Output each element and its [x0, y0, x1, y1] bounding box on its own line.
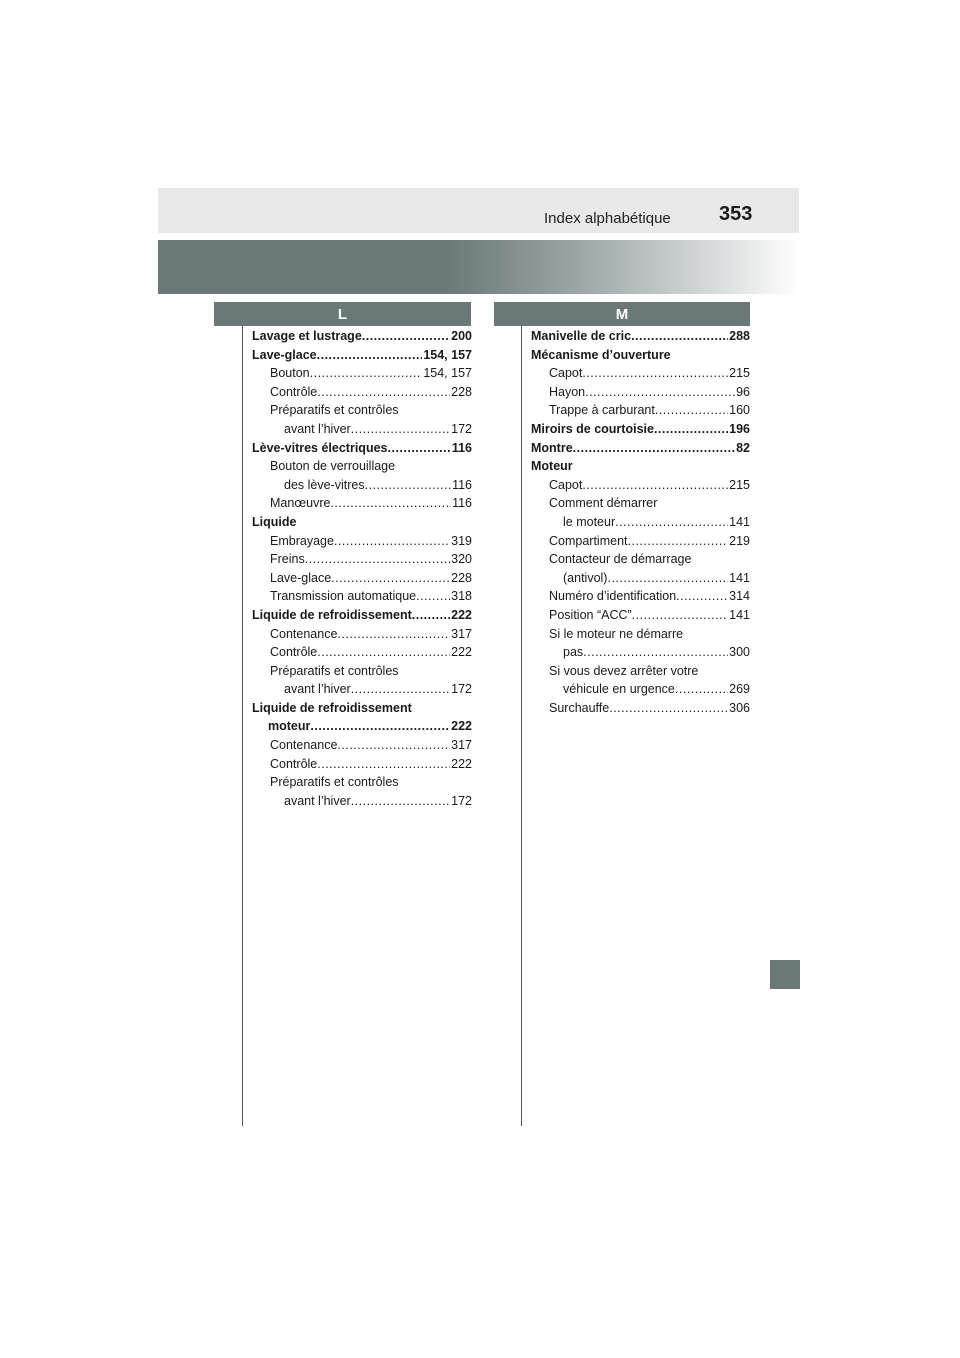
index-entry — [252, 532, 472, 551]
index-entry-text: Contenance — [270, 738, 338, 753]
index-entry-page: 141 — [729, 607, 750, 622]
index-entry — [252, 625, 472, 644]
index-entry — [531, 643, 750, 662]
dot-leader — [351, 792, 450, 811]
index-entry-page: 222 — [451, 645, 472, 660]
section-heading-l: L — [214, 302, 471, 326]
index-entry-text: Lave-glace — [252, 347, 317, 362]
index-entry-text: pas — [563, 645, 584, 660]
index-entry-page: 160 — [729, 403, 750, 418]
index-entry-text: Liquide de refroidissement — [252, 607, 412, 622]
index-entry — [531, 401, 750, 420]
index-entry — [252, 606, 472, 625]
index-entry-text: Liquide — [252, 514, 297, 529]
index-entry-text: Préparatifs et contrôles — [270, 663, 399, 678]
index-entry-page: 141 — [729, 570, 750, 585]
dot-leader — [317, 755, 450, 774]
dot-leader — [582, 476, 728, 495]
dot-leader — [317, 383, 450, 402]
dot-leader — [388, 439, 451, 458]
index-entry — [531, 532, 750, 551]
index-entry-page: 317 — [451, 738, 472, 753]
index-entry-text: Contacteur de démarrage — [549, 552, 692, 567]
index-entry — [252, 792, 472, 811]
index-entry-page: 320 — [451, 552, 472, 567]
index-entry-page: 300 — [729, 645, 750, 660]
dot-leader — [654, 420, 728, 439]
index-entry-text: Lavage et lustrage — [252, 329, 362, 343]
index-entry — [531, 383, 750, 402]
index-entry — [252, 513, 472, 532]
section-heading-m: M — [494, 302, 750, 326]
index-entry — [531, 327, 750, 346]
dot-leader — [334, 532, 450, 551]
index-entry-text: Contenance — [270, 626, 338, 641]
page-header — [158, 188, 799, 233]
dot-leader — [310, 364, 423, 383]
index-entry-text: avant l’hiver — [284, 793, 351, 808]
dot-leader — [365, 476, 451, 495]
index-entry-text: Compartiment — [549, 533, 628, 548]
index-entry-page: 306 — [729, 700, 750, 715]
index-entry — [252, 662, 472, 681]
dot-leader — [317, 643, 450, 662]
index-entry — [252, 680, 472, 699]
index-entry — [531, 439, 750, 458]
index-entry — [531, 420, 750, 439]
index-entry — [252, 476, 472, 495]
index-entry-text: Manivelle de cric — [531, 329, 632, 343]
index-entry-page: 319 — [451, 533, 472, 548]
index-entry — [531, 346, 750, 365]
index-entry-text: Préparatifs et contrôles — [270, 403, 399, 418]
index-entry-text: Mécanisme d’ouverture — [531, 347, 671, 362]
index-column-l — [252, 327, 472, 810]
index-entry — [252, 736, 472, 755]
index-entry — [252, 587, 472, 606]
index-entry-page: 96 — [736, 384, 750, 399]
dot-leader — [362, 327, 450, 346]
index-entry-text: Capot — [549, 366, 583, 381]
dot-leader — [582, 364, 728, 383]
index-entry-page: 228 — [451, 384, 472, 399]
index-entry — [252, 717, 472, 736]
index-entry — [252, 383, 472, 402]
index-entry — [252, 643, 472, 662]
index-entry-text: Liquide de refroidissement — [252, 700, 412, 715]
index-entry-page: 154, 157 — [423, 347, 472, 362]
index-entry-text: Capot — [549, 477, 583, 492]
index-entry-page: 222 — [451, 756, 472, 771]
index-entry-page: 172 — [451, 421, 472, 436]
index-entry-page: 141 — [729, 514, 750, 529]
dot-leader — [607, 569, 728, 588]
index-entry — [252, 699, 472, 718]
index-entry-text: avant l’hiver — [284, 421, 351, 436]
index-entry-page: 200 — [451, 329, 472, 343]
index-entry-text: Embrayage — [270, 533, 334, 548]
dot-leader — [609, 699, 728, 718]
dot-leader — [351, 680, 450, 699]
index-entry-text: véhicule en urgence — [563, 682, 675, 697]
index-entry — [252, 439, 472, 458]
index-entry-page: 172 — [451, 793, 472, 808]
index-entry-text: Si vous devez arrêter votre — [549, 663, 699, 678]
index-entry-text: des lève-vitres — [284, 477, 365, 492]
index-entry — [531, 625, 750, 644]
index-entry — [252, 773, 472, 792]
index-entry — [531, 699, 750, 718]
index-entry — [531, 364, 750, 383]
index-column-m — [531, 327, 750, 717]
index-entry — [531, 587, 750, 606]
index-entry-page: 116 — [452, 496, 472, 511]
index-entry-page: 116 — [452, 477, 472, 492]
index-entry — [252, 401, 472, 420]
dot-leader — [317, 346, 423, 365]
index-entry — [252, 550, 472, 569]
index-entry-text: Préparatifs et contrôles — [270, 775, 399, 790]
index-entry — [531, 680, 750, 699]
dot-leader — [631, 327, 728, 346]
dot-leader — [585, 383, 735, 402]
index-entry — [531, 569, 750, 588]
index-entry-text: Contrôle — [270, 384, 318, 399]
index-entry-page: 82 — [736, 440, 750, 455]
index-entry — [531, 606, 750, 625]
dot-leader — [632, 606, 728, 625]
index-entry-page: 154, 157 — [423, 366, 472, 381]
dot-leader — [330, 494, 451, 513]
index-entry — [531, 494, 750, 513]
index-entry-page: 317 — [451, 626, 472, 641]
decorative-band — [158, 240, 799, 294]
index-entry — [252, 569, 472, 588]
index-entry-text: Miroirs de courtoisie — [531, 421, 654, 436]
index-entry-text: avant l’hiver — [284, 682, 351, 697]
index-entry — [252, 494, 472, 513]
index-entry — [252, 327, 472, 346]
index-entry-text: Position “ACC” — [549, 607, 632, 622]
index-entry-text: Surchauffe — [549, 700, 610, 715]
index-entry-text: Contrôle — [270, 756, 318, 771]
index-entry — [531, 476, 750, 495]
index-entry-page: 219 — [729, 533, 750, 548]
index-entry-page: 196 — [729, 421, 750, 436]
index-entry — [531, 662, 750, 681]
index-entry-text: Bouton de verrouillage — [270, 459, 396, 474]
index-entry — [531, 550, 750, 569]
dot-leader — [305, 550, 450, 569]
header-title: Index alphabétique — [544, 210, 671, 227]
dot-leader — [310, 717, 450, 736]
index-entry-page: 222 — [451, 607, 472, 622]
dot-leader — [676, 587, 728, 606]
index-entry-text: Numéro d’identification — [549, 589, 677, 604]
index-entry-text: Lève-vitres électriques — [252, 440, 388, 455]
dot-leader — [412, 606, 450, 625]
index-entry-text: le moteur — [563, 514, 616, 529]
dot-leader — [615, 513, 728, 532]
index-entry-text: Manœuvre — [270, 496, 331, 511]
index-entry-page: 314 — [729, 589, 750, 604]
dot-leader — [573, 439, 735, 458]
index-entry — [252, 346, 472, 365]
index-entry-page: 116 — [451, 440, 472, 455]
index-entry-text: Moteur — [531, 459, 573, 474]
index-entry-text: Lave-glace — [270, 570, 332, 585]
dot-leader — [583, 643, 728, 662]
index-entry-text: Comment démarrer — [549, 496, 658, 511]
dot-leader — [331, 569, 450, 588]
dot-leader — [337, 736, 450, 755]
dot-leader — [416, 587, 450, 606]
index-entry-text: moteur — [268, 719, 311, 734]
column-rule-m — [521, 326, 522, 1126]
index-entry-text: Hayon — [549, 384, 586, 399]
index-entry-text: Montre — [531, 440, 573, 455]
dot-leader — [351, 420, 450, 439]
index-entry-text: Freins — [270, 552, 305, 567]
index-entry — [531, 457, 750, 476]
index-entry-page: 222 — [451, 719, 472, 734]
index-entry — [252, 364, 472, 383]
index-entry — [531, 513, 750, 532]
index-entry-page: 215 — [729, 366, 750, 381]
dot-leader — [655, 401, 728, 420]
index-entry-page: 318 — [451, 589, 472, 604]
index-entry-page: 172 — [451, 682, 472, 697]
page-number: 353 — [719, 203, 753, 225]
index-entry — [252, 457, 472, 476]
index-entry-text: Transmission automatique — [270, 589, 417, 604]
index-entry-page: 288 — [729, 329, 750, 343]
index-entry-text: Bouton — [270, 366, 310, 381]
index-entry-text: (antivol) — [563, 570, 608, 585]
index-entry-page: 228 — [451, 570, 472, 585]
index-entry-text: Si le moteur ne démarre — [549, 626, 684, 641]
dot-leader — [675, 680, 728, 699]
index-entry-page: 215 — [729, 477, 750, 492]
chapter-tab — [770, 960, 800, 989]
index-entry — [252, 420, 472, 439]
index-entry-text: Trappe à carburant — [549, 403, 655, 418]
index-entry — [252, 755, 472, 774]
dot-leader — [337, 625, 450, 644]
column-rule-l — [242, 326, 243, 1126]
index-entry-text: Contrôle — [270, 645, 318, 660]
dot-leader — [628, 532, 729, 551]
index-entry-page: 269 — [729, 682, 750, 697]
